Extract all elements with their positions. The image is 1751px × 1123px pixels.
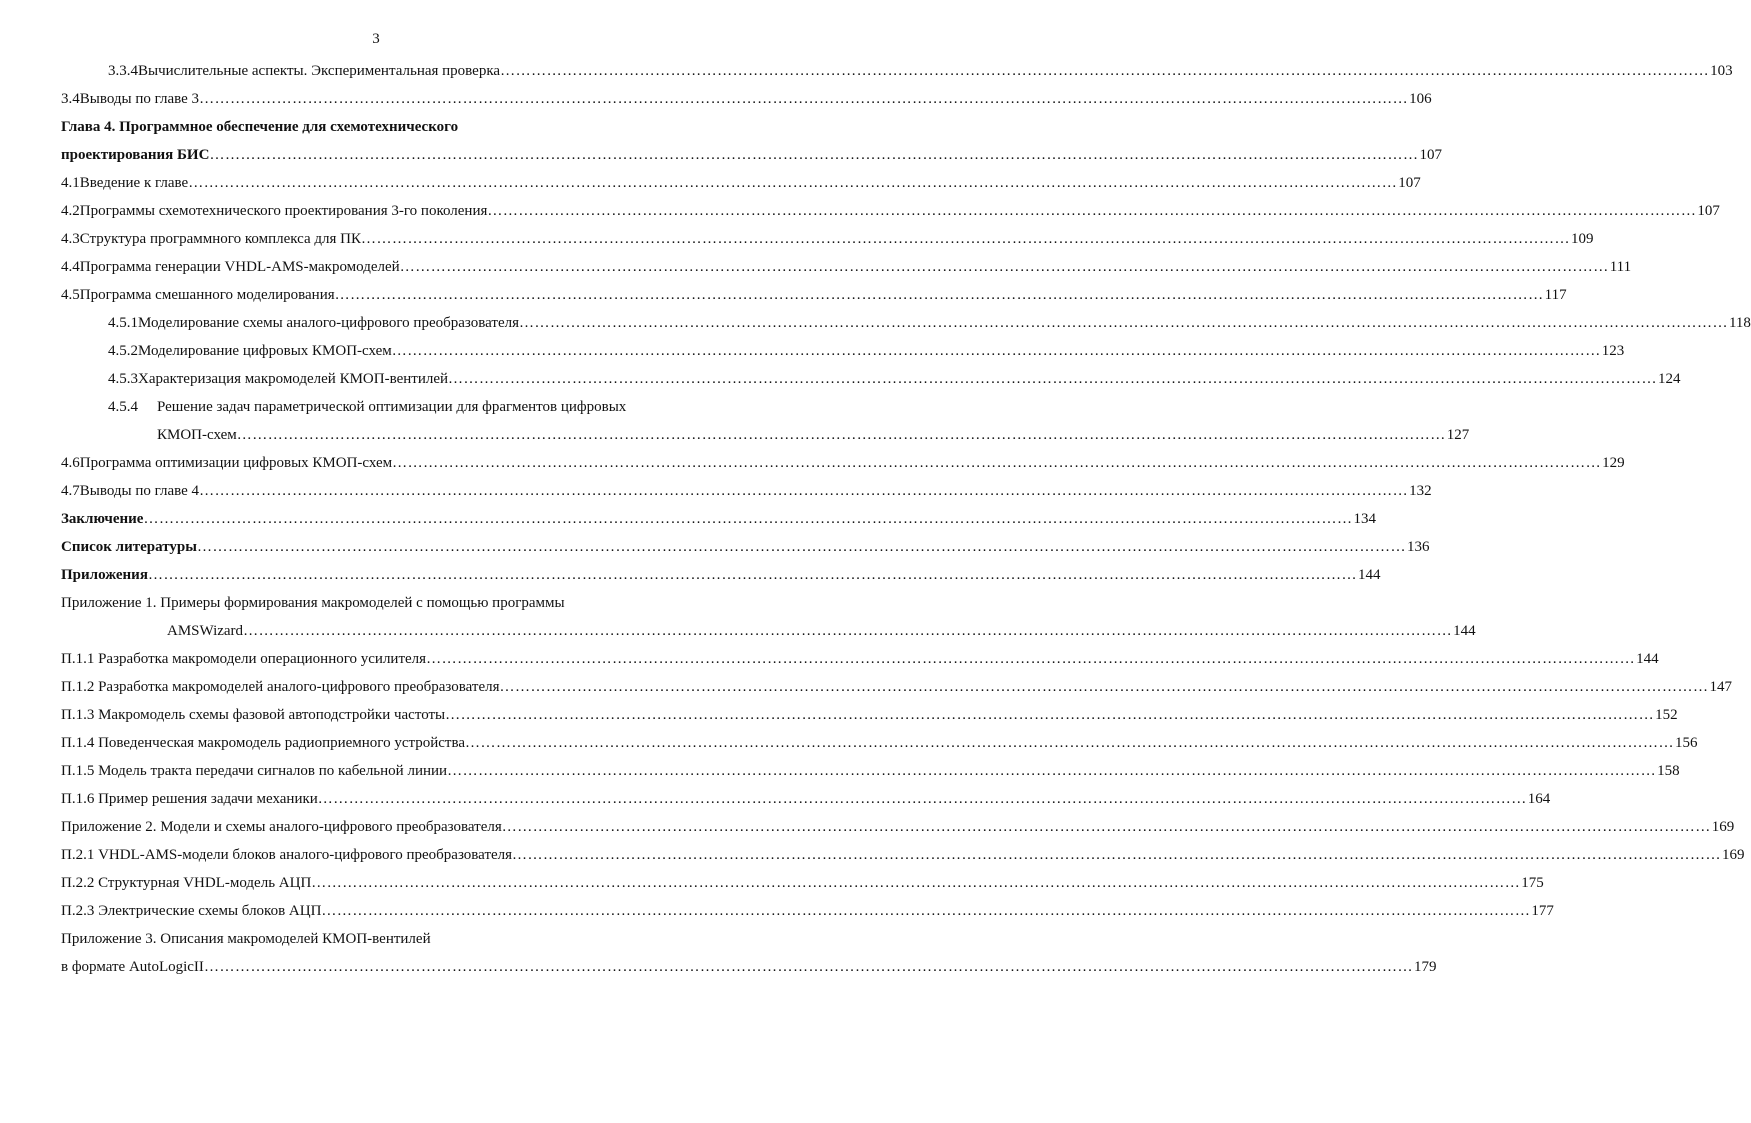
dot-leader <box>335 285 1544 305</box>
toc-entry-title: П.2.3 Электрические схемы блоков АЦП <box>61 903 322 919</box>
toc-entry <box>61 845 1745 865</box>
toc-entry <box>61 257 1632 277</box>
dot-leader <box>465 733 1674 753</box>
toc-entry-number: 4.6 <box>61 455 80 471</box>
toc-entry <box>61 593 631 613</box>
toc-entry-page: 144 <box>1636 651 1659 667</box>
toc-entry <box>61 285 1567 305</box>
dot-leader <box>199 481 1408 501</box>
toc-entry-page: 156 <box>1675 735 1698 751</box>
dot-leader <box>318 789 1527 809</box>
toc-entry-title: П.2.1 VHDL-AMS-модели блоков аналого-цифрового преобразователя <box>61 847 513 863</box>
toc-entry-page: 144 <box>1453 623 1476 639</box>
dot-leader <box>502 817 1711 837</box>
toc-entry-title: Выводы по главе 4 <box>79 483 200 499</box>
toc-entry-page: 129 <box>1602 455 1625 471</box>
toc-entry-number: 4.5.1 <box>108 315 138 331</box>
toc-entry-number: 3.4 <box>61 91 80 107</box>
toc-entry-page: 107 <box>1697 203 1720 219</box>
toc-entry-title: Введение к главе <box>79 175 189 191</box>
toc-entry-title: П.1.6 Пример решения задачи механики <box>61 791 318 807</box>
toc-entry <box>61 509 1376 529</box>
dot-leader <box>237 425 1446 445</box>
toc-entry-page: 164 <box>1527 791 1551 807</box>
dot-leader <box>148 565 1357 585</box>
toc-chapter-heading <box>61 117 638 137</box>
toc-entry <box>61 901 1554 921</box>
toc-entry-page: 147 <box>1709 679 1733 695</box>
toc-entry-number: 4.5 <box>61 287 80 303</box>
toc-entry-page: 136 <box>1406 539 1430 555</box>
dot-leader <box>143 509 1352 529</box>
toc-entry-title: П.1.2 Разработка макромоделей аналого-цифрового преобразователя <box>61 679 500 695</box>
toc-entry <box>61 173 1421 193</box>
toc-entry-number: 4.3 <box>61 231 80 247</box>
toc-entry-number: 3.3.4 <box>108 63 138 79</box>
dot-leader <box>447 761 1656 781</box>
toc-entry <box>61 733 1698 753</box>
toc-entry-page: 106 <box>1409 91 1432 107</box>
toc-entry-page: 179 <box>1413 959 1437 975</box>
dot-leader <box>199 89 1408 109</box>
toc-entry <box>61 677 1733 697</box>
dot-leader <box>361 229 1570 249</box>
dot-leader <box>500 677 1709 697</box>
toc-entry-title: Список литературы <box>61 539 197 555</box>
toc-entry <box>61 957 1437 977</box>
toc-entry-title: Приложение 3. Описания макромоделей КМОП-вентилей <box>61 931 431 947</box>
dot-leader <box>426 649 1635 669</box>
toc-entry-title: проектирования БИС <box>61 147 210 163</box>
page-number: 3 <box>372 31 380 47</box>
toc-entry-number: 4.5.2 <box>108 343 138 359</box>
toc-entry-title: Приложения <box>61 567 148 583</box>
toc-entry-title: КМОП-схем <box>157 427 237 443</box>
dot-leader <box>321 901 1530 921</box>
toc-entry <box>167 621 1476 641</box>
toc-entry <box>61 453 1625 473</box>
dot-leader <box>487 201 1696 221</box>
toc-entry-page: 107 <box>1419 147 1442 163</box>
toc-entry-title: П.1.4 Поведенческая макромодель радиоприемного устройства <box>61 735 466 751</box>
toc-entry <box>108 61 1733 81</box>
toc-entry-title: Заключение <box>61 511 144 527</box>
toc-entry-number: 4.5.4 <box>108 399 138 415</box>
toc-entry-title: Глава 4. Программное обеспечение для схемотехнического <box>61 119 459 135</box>
dot-leader <box>392 453 1601 473</box>
dot-leader <box>519 313 1728 333</box>
toc-entry-title: Программа смешанного моделирования <box>79 287 335 303</box>
toc-entry <box>61 705 1678 725</box>
toc-entry-page: 177 <box>1531 903 1554 919</box>
dot-leader <box>311 873 1520 893</box>
toc-entry-number: 4.2 <box>61 203 80 219</box>
toc-entry <box>108 341 1625 361</box>
toc-entry-page: 103 <box>1710 63 1733 79</box>
dot-leader <box>204 957 1413 977</box>
toc-entry <box>61 873 1544 893</box>
toc-entry-page: 127 <box>1446 427 1470 443</box>
toc-entry-page: 134 <box>1353 511 1376 527</box>
toc-entry-page: 158 <box>1657 763 1680 779</box>
toc-entry-page: 123 <box>1601 343 1625 359</box>
toc-entry <box>108 397 678 417</box>
dot-leader <box>512 845 1721 865</box>
dot-leader <box>209 145 1418 165</box>
toc-entry-number: 4.7 <box>61 483 80 499</box>
toc-entry-title: П.1.1 Разработка макромодели операционного усилителя <box>61 651 427 667</box>
dot-leader <box>400 257 1609 277</box>
toc-entry-page: 117 <box>1544 287 1567 303</box>
toc-entry-title: Программа оптимизации цифровых КМОП-схем <box>79 455 393 471</box>
toc-entry <box>61 145 1442 165</box>
toc-entry-number: 4.1 <box>61 175 80 191</box>
toc-entry <box>61 481 1432 501</box>
toc-entry-title: AMSWizard <box>167 623 244 639</box>
toc-entry-page: 169 <box>1711 819 1735 835</box>
toc-entry-title: Программы схемотехнического проектирования 3-го поколения <box>79 203 488 219</box>
toc-entry <box>108 313 1751 333</box>
toc-entry <box>157 425 1470 445</box>
toc-entry-title: П.1.5 Модель тракта передачи сигналов по кабельной линии <box>61 763 448 779</box>
toc-entry-page: 169 <box>1722 847 1745 863</box>
toc-entry-page: 144 <box>1357 567 1381 583</box>
toc-entry-title: П.1.3 Макромодель схемы фазовой автоподстройки частоты <box>61 707 446 723</box>
toc-entry <box>61 537 1430 557</box>
toc-entry-page: 152 <box>1655 707 1678 723</box>
toc-entry-title: Характеризация макромоделей КМОП-вентилей <box>138 371 449 387</box>
toc-entry-title: Вычислительные аспекты. Экспериментальная проверка <box>138 63 501 79</box>
toc-entry-title: в формате AutoLogicII <box>61 959 204 975</box>
toc-entry-number: 4.4 <box>61 259 80 275</box>
toc-entry <box>61 929 617 949</box>
dot-leader <box>243 621 1452 641</box>
dot-leader <box>392 341 1601 361</box>
toc-entry <box>61 789 1551 809</box>
toc-entry-page: 124 <box>1658 371 1681 387</box>
toc-entry-title: Решение задач параметрической оптимизации для фрагментов цифровых <box>157 399 627 415</box>
toc-entry-title: Приложение 2. Модели и схемы аналого-цифрового преобразователя <box>61 819 502 835</box>
dot-leader <box>500 61 1709 81</box>
toc-entry-page: 132 <box>1409 483 1432 499</box>
toc-entry-title: Программа генерации VHDL-AMS-макромоделей <box>79 259 400 275</box>
dot-leader <box>445 705 1654 725</box>
toc-entry <box>61 817 1735 837</box>
toc-entry-title: Моделирование цифровых КМОП-схем <box>138 343 392 359</box>
toc-entry-page: 107 <box>1398 175 1421 191</box>
dot-leader <box>197 537 1406 557</box>
toc-entry <box>61 761 1680 781</box>
toc-entry <box>61 649 1659 669</box>
toc-entry <box>61 565 1381 585</box>
dot-leader <box>188 173 1397 193</box>
toc-entry-page: 111 <box>1609 259 1632 275</box>
toc-entry-page: 118 <box>1728 315 1751 331</box>
toc-entry-title: Выводы по главе 3 <box>79 91 200 107</box>
toc-entry-title: Приложение 1. Примеры формирования макромоделей с помощью программы <box>61 595 565 611</box>
dot-leader <box>448 369 1657 389</box>
toc-entry-title: Структура программного комплекса для ПК <box>79 231 361 247</box>
toc-entry-page: 109 <box>1571 231 1594 247</box>
toc-entry-number: 4.5.3 <box>108 371 138 387</box>
toc-entry <box>108 369 1681 389</box>
toc-entry <box>61 89 1432 109</box>
toc-entry-title: П.2.2 Структурная VHDL-модель АЦП <box>61 875 312 891</box>
toc-entry <box>61 229 1594 249</box>
toc-entry-title: Моделирование схемы аналого-цифрового преобразователя <box>138 315 519 331</box>
toc-entry <box>61 201 1720 221</box>
toc-entry-page: 175 <box>1521 875 1544 891</box>
